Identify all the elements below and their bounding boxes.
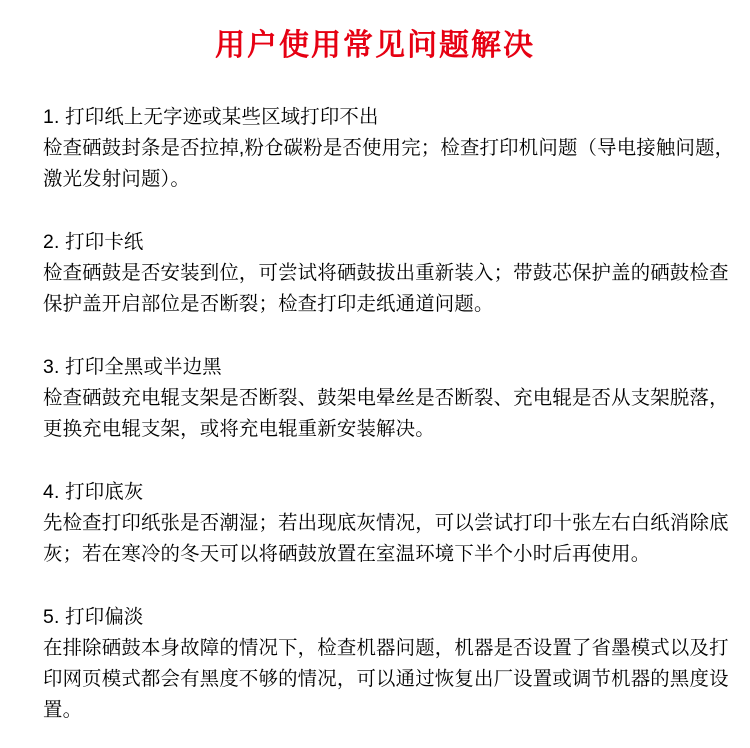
section-heading: 2. 打印卡纸 [43, 231, 144, 253]
section-body-line: 激光发射问题）。 [43, 168, 191, 190]
section-body-line: 先检查打印纸张是否潮湿；若出现底灰情况，可以尝试打印十张左右白纸消除底 [43, 512, 729, 534]
section-body-line: 检查硒鼓充电辊支架是否断裂、鼓架电晕丝是否断裂、充电辊是否从支架脱落， [43, 387, 729, 409]
section-body-line: 置。 [43, 699, 83, 721]
page-title: 用户使用常见问题解决 [215, 29, 535, 62]
faq-section-4 [43, 477, 729, 570]
section-body-line: 更换充电辊支架，或将充电辊重新安装解决。 [43, 418, 435, 440]
section-heading: 1. 打印纸上无字迹或某些区域打印不出 [43, 106, 379, 128]
section-body-line: 灰；若在寒冷的冬天可以将硒鼓放置在室温环境下半个小时后再使用。 [43, 543, 651, 565]
faq-section-2 [43, 227, 729, 320]
section-body-line: 保护盖开启部位是否断裂；检查打印走纸通道问题。 [43, 293, 494, 315]
section-heading: 4. 打印底灰 [43, 481, 144, 503]
section-body-line: 在排除硒鼓本身故障的情况下，检查机器问题，机器是否设置了省墨模式以及打 [43, 637, 729, 659]
section-heading: 5. 打印偏淡 [43, 606, 144, 628]
section-body-line: 检查硒鼓封条是否拉掉,粉仓碳粉是否使用完；检查打印机问题（导电接触问题， [43, 137, 735, 159]
faq-content [43, 102, 735, 748]
section-heading: 3. 打印全黑或半边黑 [43, 356, 222, 378]
faq-section-5 [43, 602, 729, 726]
faq-section-3 [43, 352, 729, 445]
section-body-line: 印网页模式都会有黑度不够的情况，可以通过恢复出厂设置或调节机器的黑度设 [43, 668, 729, 690]
faq-section-1 [43, 102, 735, 195]
section-body-line: 检查硒鼓是否安装到位，可尝试将硒鼓拔出重新装入；带鼓芯保护盖的硒鼓检查 [43, 262, 729, 284]
